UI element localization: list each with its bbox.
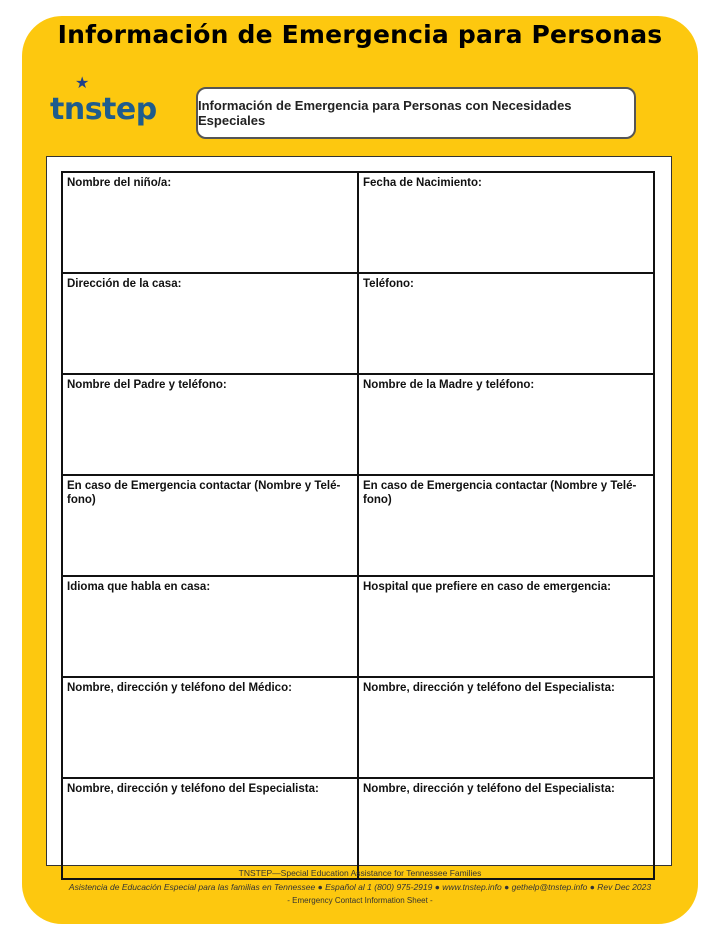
doctor-info-field[interactable]: Nombre, dirección y teléfono del Médico: [62, 677, 358, 778]
emergency-form-table [61, 171, 655, 880]
page-title: Información de Emergencia para Personas [57, 20, 663, 49]
emergency-contact-2-field[interactable]: En caso de Emergencia contactar (Nombre y Telé- fono) [358, 475, 654, 576]
form-row [62, 374, 654, 475]
father-name-phone-field[interactable]: Nombre del Padre y teléfono: [62, 374, 358, 475]
home-language-field[interactable]: Idioma que habla en casa: [62, 576, 358, 677]
form-panel [46, 156, 672, 866]
form-row [62, 677, 654, 778]
tnstep-logo [50, 75, 157, 134]
specialist-info-field-2[interactable]: Nombre, dirección y teléfono del Especialista: [62, 778, 358, 879]
subtitle: Información de Emergencia para Personas con Necesidades Especiales [198, 98, 572, 128]
form-row [62, 273, 654, 374]
footer-contact-line: Asistencia de Educación Especial para las familias en Tennessee ● Español al 1 (800) 975-2919 ● www.tnstep.info ● gethelp@tnstep.info ● Rev Dec 2023 [68, 882, 652, 892]
form-row [62, 778, 654, 879]
specialist-info-field-3[interactable]: Nombre, dirección y teléfono del Especialista: [358, 778, 654, 879]
birth-date-field[interactable]: Fecha de Nacimiento: [358, 172, 654, 273]
emergency-contact-1-field[interactable]: En caso de Emergencia contactar (Nombre y Telé- fono) [62, 475, 358, 576]
footer-sheet-name: - Emergency Contact Information Sheet - [287, 896, 433, 905]
footer-org-line: TNSTEP—Special Education Assistance for Tennessee Families [238, 868, 482, 878]
preferred-hospital-field[interactable]: Hospital que prefiere en caso de emergencia: [358, 576, 654, 677]
form-row [62, 576, 654, 677]
star-icon: ★ [75, 75, 90, 92]
mother-name-phone-field[interactable]: Nombre de la Madre y teléfono: [358, 374, 654, 475]
home-address-field[interactable]: Dirección de la casa: [62, 273, 358, 374]
form-row [62, 172, 654, 273]
subtitle-box [196, 87, 636, 139]
form-row [62, 475, 654, 576]
child-name-field[interactable]: Nombre del niño/a: [62, 172, 358, 273]
specialist-info-field-1[interactable]: Nombre, dirección y teléfono del Especialista: [358, 677, 654, 778]
phone-field[interactable]: Teléfono: [358, 273, 654, 374]
logo-text: tnstep [50, 92, 157, 127]
